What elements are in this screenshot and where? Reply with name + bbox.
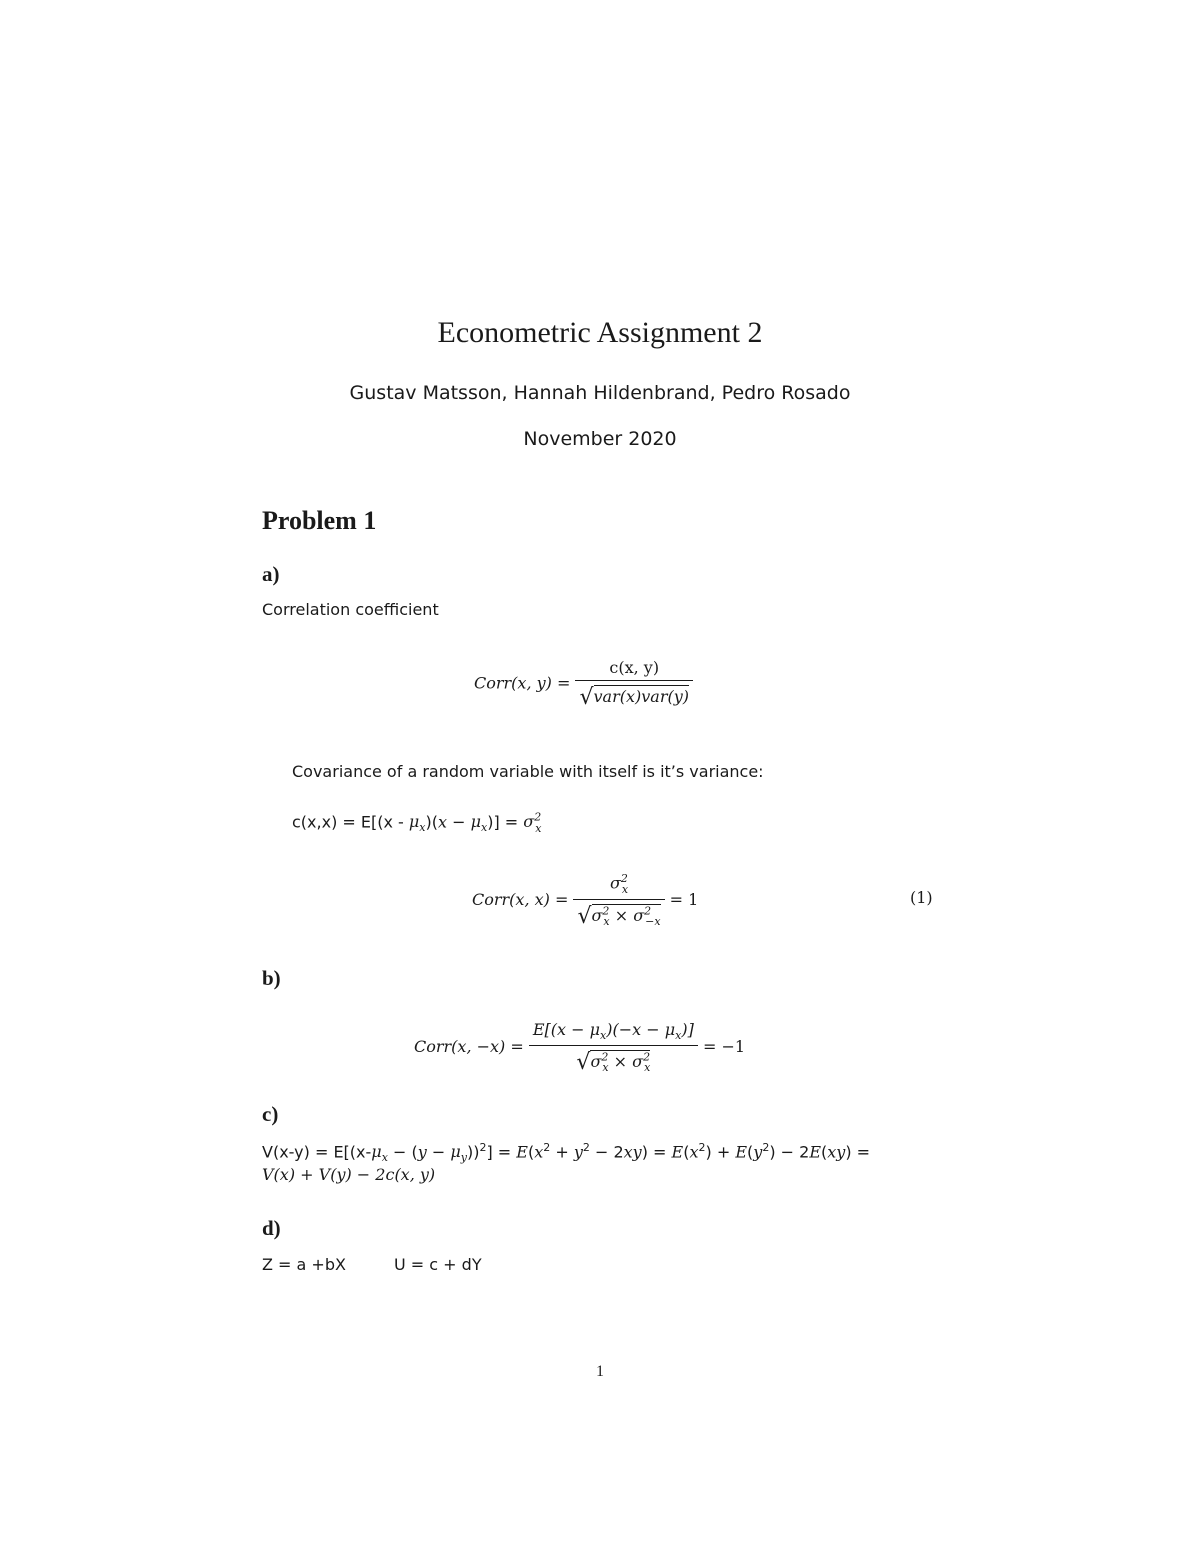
corr-denominator: var(x)var(y) bbox=[593, 687, 689, 706]
page-number: 1 bbox=[596, 1363, 604, 1380]
corr-fraction: $\frac{c(x, y)}{\text{√var(x)var(y)}}$ bbox=[575, 658, 693, 710]
corr-numerator: c(x, y) bbox=[609, 658, 660, 677]
correlation-formula bbox=[474, 658, 693, 710]
covariance-text: Covariance of a random variable with itself is it’s variance: bbox=[292, 762, 764, 781]
part-d-heading: d) bbox=[262, 1216, 281, 1240]
equation-label: (1) bbox=[910, 888, 933, 907]
part-b-heading: b) bbox=[262, 966, 281, 990]
eq1-lhs: Corr(x, x) = bbox=[472, 889, 569, 909]
part-b-lhs: Corr(x, −x) = bbox=[414, 1037, 524, 1057]
section-title: Problem 1 bbox=[262, 506, 377, 535]
variance-difference-line-1: $V(x-y) = E[(x-\mu_x - (y - \mu_y))^2] = E(x^2 + y^2 - 2xy) = E(x^2) + E(y^2) - 2E(xy)$ = bbox=[262, 1141, 871, 1165]
part-b-rhs: = −1 bbox=[702, 1037, 746, 1057]
part-a-heading: a) bbox=[262, 562, 280, 586]
covariance-equation: $c(x,x) = E[(x - \mu_x)(x - \mu_x)] = \sigma^2_x$ bbox=[292, 811, 542, 835]
authors: Gustav Matsson, Hannah Hildenbrand, Pedro Rosado bbox=[349, 382, 851, 404]
eq1-rhs: = 1 bbox=[669, 889, 699, 909]
correlation-negative-formula: Corr(x, −x) = $\frac{E[(x - \mu_x)(-x - \mu_x)]}{√\sigma^2_x \times \sigma^2_x}$ = −1 bbox=[414, 1020, 746, 1076]
part-a-intro: Correlation coefficient bbox=[262, 600, 439, 619]
corr-lhs: Corr(x, y) = bbox=[474, 673, 571, 693]
variance-difference-line-2: V(x) + V(y) − 2c(x, y) bbox=[262, 1165, 436, 1184]
linear-transform-u: U = c + dY bbox=[394, 1255, 482, 1274]
equation-1: Corr(x, x) = $\frac{\sigma^2_x}{√\sigma^2_x \times \sigma^2_{-x}}$ = 1 bbox=[472, 872, 699, 929]
document-title: Econometric Assignment 2 bbox=[437, 316, 763, 349]
part-c-heading: c) bbox=[262, 1102, 279, 1126]
date: November 2020 bbox=[523, 428, 677, 450]
linear-transform-z: Z = a +bX bbox=[262, 1255, 346, 1274]
